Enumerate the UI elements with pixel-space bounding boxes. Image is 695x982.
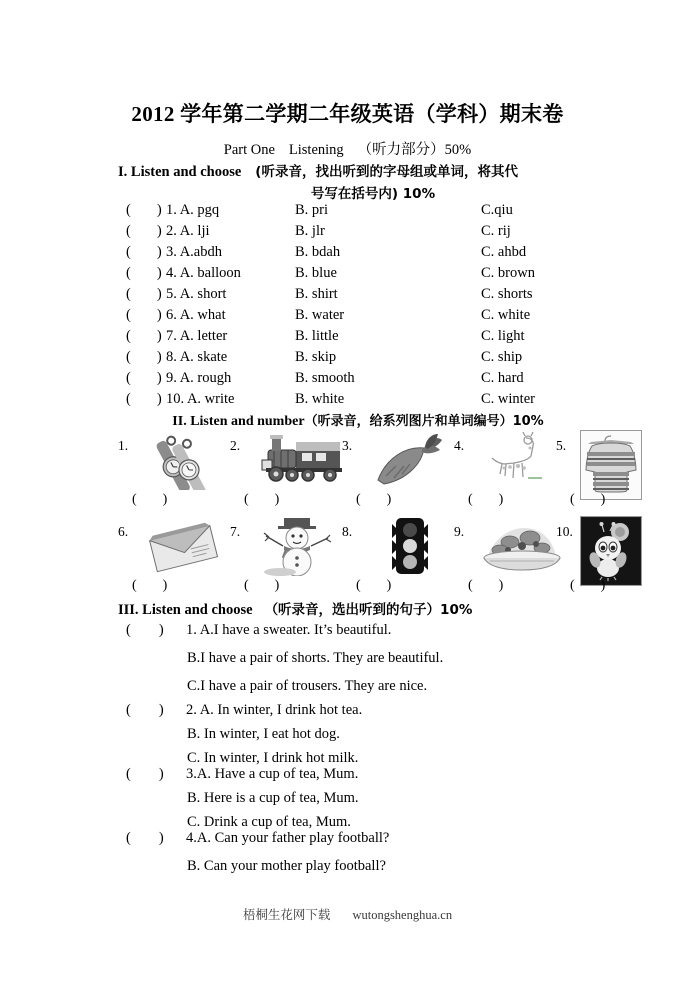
option-a: 3. A.abdh [166, 244, 222, 260]
option-a: 10. A. write [166, 391, 235, 407]
section-1-question-list [0, 202, 695, 412]
section-1-heading-cn-line1: (听录音，找出听到的字母组或单词，将其代 [255, 164, 518, 180]
carrot-icon [362, 430, 458, 490]
section-3-heading [118, 598, 598, 619]
answer-blank-parenthesis[interactable]: ( ) [244, 492, 280, 507]
option-a: 4.A. Can your father play football? [186, 830, 390, 846]
picture-row-1 [0, 430, 695, 515]
option-a: 7. A. letter [166, 328, 228, 344]
option-b: B. little [295, 328, 339, 344]
traffic-light-icon [362, 516, 458, 576]
option-b: B. skip [295, 349, 337, 365]
answer-blank-parenthesis[interactable]: ( ) [570, 492, 606, 507]
section-1-question-row [0, 328, 695, 349]
answer-blank-parenthesis[interactable]: ( ) [468, 492, 504, 507]
picture-item [342, 430, 465, 515]
answer-blank-parenthesis[interactable]: ( ) [126, 286, 162, 302]
answer-blank-parenthesis[interactable]: ( ) [126, 223, 162, 239]
wristwatches-icon [138, 430, 234, 490]
answer-blank-parenthesis[interactable]: ( ) [126, 391, 162, 407]
chick-icon [580, 516, 642, 586]
answer-blank-parenthesis[interactable]: ( ) [126, 349, 162, 365]
picture-number: 7. [230, 524, 241, 539]
option-b: B. pri [295, 202, 329, 218]
option-a: 4. A. balloon [166, 265, 241, 281]
section-1-heading-cn-line2: 号写在括号内) 10% [310, 186, 436, 202]
section-3-option-line [0, 790, 695, 814]
option-a: 2. A. lji [166, 223, 210, 239]
section-2-heading-cn: （听录音，给系列图片和单词编号）10% [304, 414, 544, 429]
option-c: C. winter [481, 391, 535, 407]
picture-number: 4. [454, 438, 465, 453]
option-b: B. shirt [295, 286, 338, 302]
answer-blank-parenthesis[interactable]: ( ) [126, 766, 164, 782]
answer-blank-parenthesis[interactable]: ( ) [126, 265, 162, 281]
answer-blank-parenthesis[interactable]: ( ) [132, 578, 168, 593]
picture-item [230, 516, 353, 601]
option-b: B. jlr [295, 223, 325, 239]
section-1-question-row [0, 223, 695, 244]
footer-site-name: 梧桐生花网下载 [242, 907, 331, 922]
option-b: B. In winter, I eat hot dog. [187, 726, 340, 742]
option-a: 5. A. short [166, 286, 227, 302]
answer-blank-parenthesis[interactable]: ( ) [132, 492, 168, 507]
option-b: B. smooth [295, 370, 355, 386]
section-3-question [0, 766, 695, 838]
section-1-question-row [0, 244, 695, 265]
picture-item [342, 516, 465, 601]
section-3-question [0, 830, 695, 886]
option-c: C.qiu [481, 202, 513, 218]
section-1-heading [118, 160, 588, 202]
section-3-option-line [0, 726, 695, 750]
section-1-heading-en: I. Listen and choose [118, 164, 242, 180]
answer-blank-parenthesis[interactable]: ( ) [126, 244, 162, 260]
part-one-heading [0, 138, 695, 159]
answer-blank-parenthesis[interactable]: ( ) [126, 702, 164, 718]
option-c: C. brown [481, 265, 535, 281]
answer-blank-parenthesis[interactable]: ( ) [126, 328, 162, 344]
option-b: B. bdah [295, 244, 341, 260]
section-3-heading-en: III. Listen and choose [118, 602, 253, 618]
option-c: C. ahbd [481, 244, 527, 260]
section-3-question [0, 622, 695, 706]
part-label: Part One [223, 142, 275, 158]
train-icon [250, 430, 346, 490]
option-c: C. shorts [481, 286, 533, 302]
option-c: C. Drink a cup of tea, Mum. [187, 814, 351, 830]
section-3-question-first-line [0, 766, 695, 790]
option-c: C. ship [481, 349, 523, 365]
answer-blank-parenthesis[interactable]: ( ) [126, 830, 164, 846]
envelope-icon [138, 516, 234, 576]
picture-item [118, 430, 241, 515]
answer-blank-parenthesis[interactable]: ( ) [244, 578, 280, 593]
picture-item [230, 430, 353, 515]
section-3-option-line [0, 650, 695, 678]
section-3-question-first-line [0, 830, 695, 858]
footer-site-url: wutongshenghua.cn [352, 908, 453, 922]
answer-blank-parenthesis[interactable]: ( ) [126, 622, 164, 638]
option-a: 2. A. In winter, I drink hot tea. [186, 702, 363, 718]
section-1-question-row [0, 370, 695, 391]
option-a: 6. A. what [166, 307, 226, 323]
section-2-heading [118, 410, 598, 430]
section-3-question-first-line [0, 702, 695, 726]
section-1-question-row [0, 349, 695, 370]
option-c: C. light [481, 328, 525, 344]
picture-number: 6. [118, 524, 129, 539]
part-subject: Listening [288, 142, 344, 158]
picture-number: 3. [342, 438, 353, 453]
option-c: C. hard [481, 370, 524, 386]
option-b: B. Can your mother play football? [187, 858, 386, 874]
picture-number: 1. [118, 438, 129, 453]
option-c: C.I have a pair of trousers. They are nice. [187, 678, 428, 694]
section-2-heading-en: II. Listen and number [172, 414, 305, 429]
answer-blank-parenthesis[interactable]: ( ) [356, 578, 392, 593]
option-a: 1. A. pgq [166, 202, 220, 218]
sweater-icon [580, 430, 642, 500]
picture-item [556, 430, 676, 515]
section-1-question-row [0, 307, 695, 328]
option-b: B.I have a pair of shorts. They are beautiful. [187, 650, 444, 666]
answer-blank-parenthesis[interactable]: ( ) [356, 492, 392, 507]
answer-blank-parenthesis[interactable]: ( ) [570, 578, 606, 593]
option-a: 9. A. rough [166, 370, 232, 386]
answer-blank-parenthesis[interactable]: ( ) [468, 578, 504, 593]
option-a: 3.A. Have a cup of tea, Mum. [186, 766, 359, 782]
footer-watermark [0, 905, 695, 923]
section-1-question-row [0, 286, 695, 307]
section-3-option-line [0, 858, 695, 886]
part-cn-label: （听力部分）50% [357, 142, 472, 158]
answer-blank-parenthesis[interactable]: ( ) [126, 307, 162, 323]
section-3-question [0, 702, 695, 774]
option-a: 1. A.I have a sweater. It’s beautiful. [186, 622, 392, 638]
picture-number: 2. [230, 438, 241, 453]
picture-number: 9. [454, 524, 465, 539]
snowman-icon [250, 516, 346, 576]
section-1-question-row [0, 391, 695, 412]
picture-row-2 [0, 516, 695, 601]
section-3-question-first-line [0, 622, 695, 650]
section-3-heading-cn: （听录音，选出听到的句子）10% [264, 602, 473, 618]
picture-number: 8. [342, 524, 353, 539]
picture-item [556, 516, 676, 601]
option-b: B. white [295, 391, 345, 407]
option-c: C. rij [481, 223, 511, 239]
answer-blank-parenthesis[interactable]: ( ) [126, 202, 162, 218]
option-c: C. white [481, 307, 531, 323]
picture-number: 10. [556, 524, 573, 539]
picture-number: 5. [556, 438, 567, 453]
option-a: 8. A. skate [166, 349, 228, 365]
picture-item [118, 516, 241, 601]
page-title: 2012 学年第二学期二年级英语（学科）期末卷 [131, 102, 564, 126]
section-1-question-row [0, 202, 695, 223]
option-b: B. water [295, 307, 345, 323]
option-b: B. Here is a cup of tea, Mum. [187, 790, 359, 806]
answer-blank-parenthesis[interactable]: ( ) [126, 370, 162, 386]
section-1-question-row [0, 265, 695, 286]
option-c: C. In winter, I drink hot milk. [187, 750, 359, 766]
option-b: B. blue [295, 265, 337, 281]
